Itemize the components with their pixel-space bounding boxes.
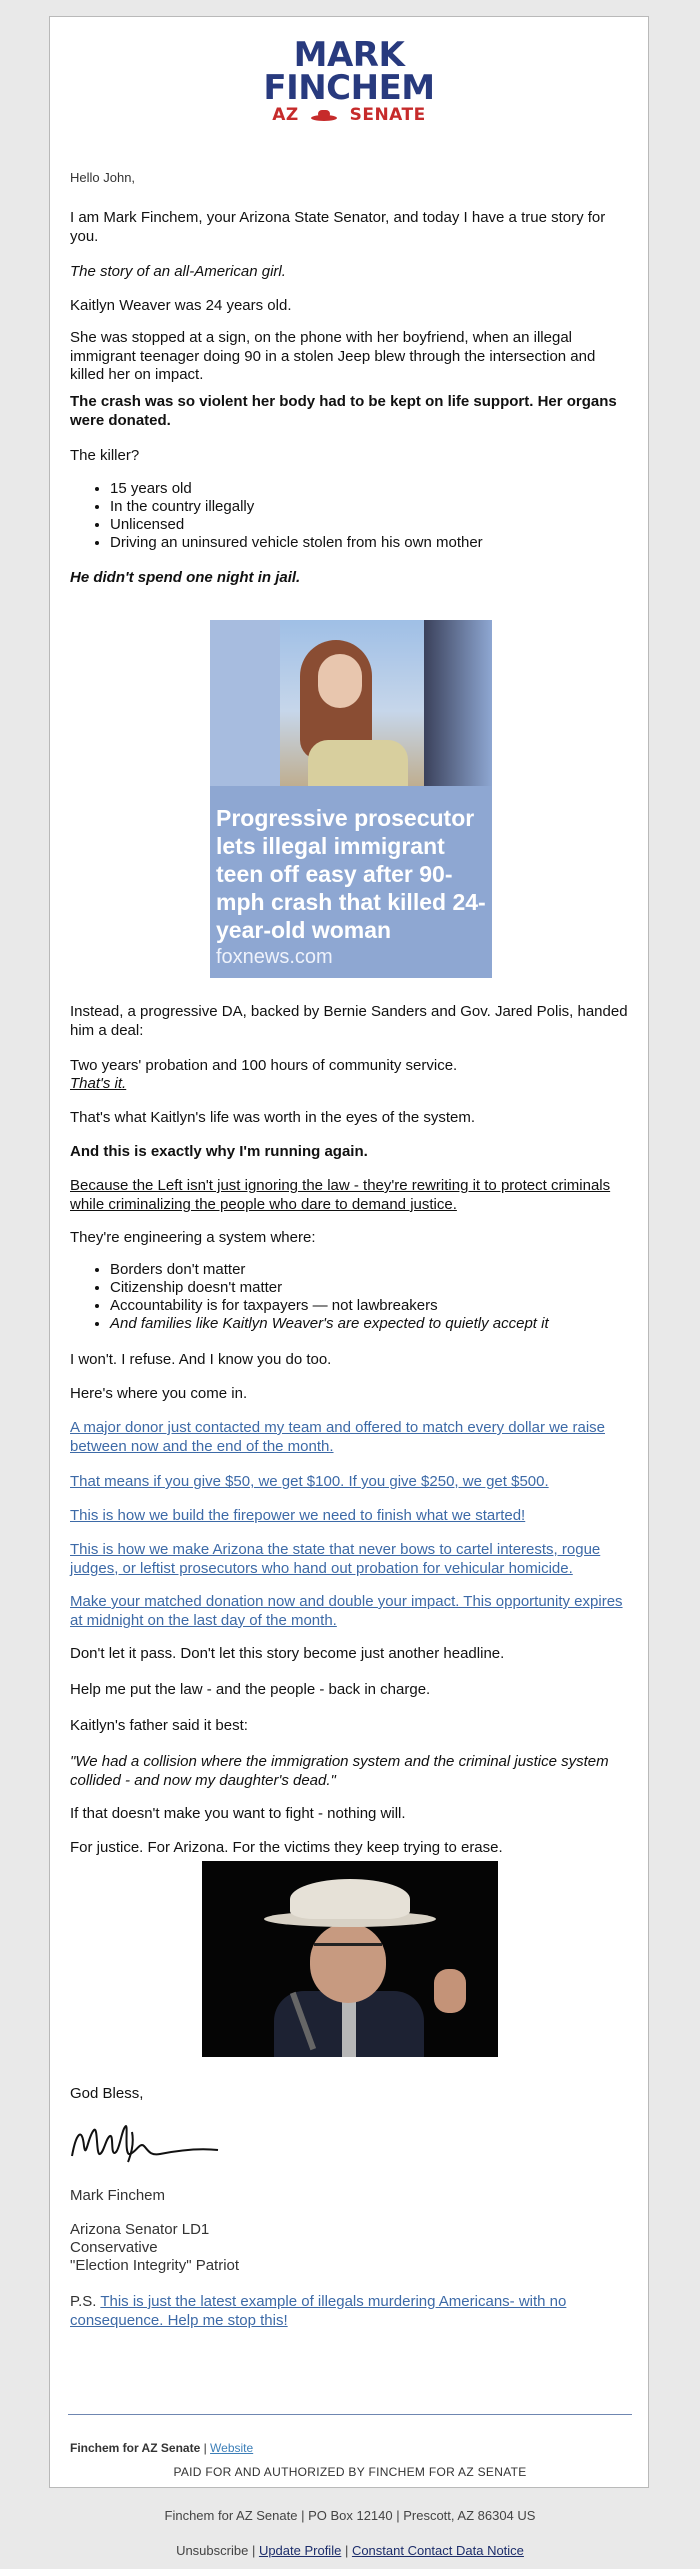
cowboy-hat-icon xyxy=(311,109,337,121)
conservative-title: Conservative xyxy=(70,2239,158,2256)
probation-paragraph: Two years' probation and 100 hours of community service. xyxy=(70,1057,458,1074)
fight-paragraph: If that doesn't make you want to fight - nothing will. xyxy=(70,1805,406,1822)
list-item: • Accountability is for taxpayers — not lawbreakers xyxy=(110,1297,630,1315)
ps-link[interactable]: This is just the latest example of illegals murdering Americans- with no consequence. Help me stop this! xyxy=(70,2293,567,2329)
cowboy-hat xyxy=(290,1879,410,1919)
dont-let-pass-paragraph: Don't let it pass. Don't let this story become just another headline. xyxy=(70,1645,505,1662)
violent-crash-paragraph: The crash was so violent her body had to be kept on life support. Her organs were donated. xyxy=(70,393,617,429)
killer-list xyxy=(110,480,630,552)
donor-match-link[interactable]: A major donor just contacted my team and offered to match every dollar we raise between now and the end of the month. xyxy=(70,1419,605,1455)
no-jail-paragraph: He didn't spend one night in jail. xyxy=(70,569,301,586)
data-notice-link[interactable]: Constant Contact Data Notice xyxy=(351,2543,524,2558)
left-paragraph: Because the Left isn't just ignoring the law - they're rewriting it to protect criminals while criminalizing the people who dare to demand justice. xyxy=(70,1177,611,1213)
list-item: • And families like Kaitlyn Weaver's are expected to quietly accept it xyxy=(110,1315,630,1333)
photo-panel-right xyxy=(424,620,492,786)
engineering-paragraph: They're engineering a system where: xyxy=(70,1229,316,1246)
website-link[interactable]: Website xyxy=(210,2441,254,2455)
unsubscribe-link[interactable]: Unsubscribe xyxy=(176,2543,249,2558)
campaign-logo xyxy=(50,17,648,125)
list-item: • Borders don't matter xyxy=(110,1261,630,1279)
firepower-link[interactable]: This is how we build the firepower we need to finish what we started! xyxy=(70,1507,526,1524)
paid-for-notice: PAID FOR AND AUTHORIZED BY FINCHEM FOR AZ SENATE xyxy=(173,2465,527,2479)
candidate-photo xyxy=(202,1861,498,2057)
intro-paragraph: I am Mark Finchem, your Arizona State Senator, and today I have a true story for you. xyxy=(70,209,606,245)
victim-shirt xyxy=(308,740,408,786)
list-item: • Driving an uninsured vehicle stolen from his own mother xyxy=(110,534,630,552)
news-article-image xyxy=(210,620,492,978)
raised-hand xyxy=(434,1969,466,2013)
come-in-paragraph: Here's where you come in. xyxy=(70,1385,248,1402)
footer-org: Finchem for AZ Senate xyxy=(70,2441,201,2455)
photo-panel-left xyxy=(210,620,280,786)
mailing-address: Finchem for AZ Senate | PO Box 12140 | Prescott, AZ 86304 US xyxy=(164,2508,536,2523)
worth-paragraph: That's what Kaitlyn's life was worth in the eyes of the system. xyxy=(70,1109,476,1126)
back-in-charge-paragraph: Help me put the law - and the people - back in charge. xyxy=(70,1681,431,1698)
face xyxy=(310,1923,386,2003)
ps-paragraph xyxy=(70,2293,630,2330)
logo-line-2: FINCHEM xyxy=(263,68,435,108)
age-paragraph: Kaitlyn Weaver was 24 years old. xyxy=(70,297,292,314)
email-footer-links xyxy=(0,2543,700,2558)
killer-question: The killer? xyxy=(70,447,140,464)
logo-line-3 xyxy=(50,105,648,125)
senator-title: Arizona Senator LD1 xyxy=(70,2221,210,2238)
news-headline: Progressive prosecutor lets illegal immigrant teen off easy after 90-mph crash that killed 24-year-old woman xyxy=(216,805,486,943)
story-subtitle: The story of an all-American girl. xyxy=(70,263,286,280)
greeting: Hello John, xyxy=(70,170,136,185)
patriot-title: "Election Integrity" Patriot xyxy=(70,2257,240,2274)
tie xyxy=(342,1995,356,2057)
logo-az: AZ xyxy=(272,105,299,125)
footer-org-line xyxy=(70,2441,253,2455)
news-source: foxnews.com xyxy=(216,946,333,968)
father-quote: "We had a collision where the immigration system and the criminal justice system collided - and now my daughter's dead." xyxy=(70,1753,609,1789)
update-profile-link[interactable]: Update Profile xyxy=(258,2543,342,2558)
footer-separator: | xyxy=(200,2441,211,2455)
thats-it: That's it. xyxy=(70,1075,127,1092)
deal-paragraph: Instead, a progressive DA, backed by Bernie Sanders and Gov. Jared Polis, handed him a deal: xyxy=(70,1003,628,1039)
signature-name: Mark Finchem xyxy=(70,2187,166,2204)
email-card xyxy=(49,16,649,2488)
ps-prefix: P.S. xyxy=(70,2293,101,2310)
handwritten-signature xyxy=(70,2116,220,2172)
give-amount-link[interactable]: That means if you give $50, we get $100. If you give $250, we get $500. xyxy=(70,1473,549,1490)
footer-divider xyxy=(68,2414,632,2415)
refuse-paragraph: I won't. I refuse. And I know you do too. xyxy=(70,1351,332,1368)
closing: God Bless, xyxy=(70,2085,144,2102)
for-justice-paragraph: For justice. For Arizona. For the victims they keep trying to erase. xyxy=(70,1839,503,1856)
link-separator: | xyxy=(341,2543,352,2558)
running-again-paragraph: And this is exactly why I'm running again. xyxy=(70,1143,368,1160)
list-item: • In the country illegally xyxy=(110,498,630,516)
glasses xyxy=(314,1943,382,1956)
crash-paragraph: She was stopped at a sign, on the phone with her boyfriend, when an illegal immigrant teenager doing 90 in a stolen Jeep blew through the intersection and killed her on impact. xyxy=(70,329,596,383)
list-item: • 15 years old xyxy=(110,480,630,498)
system-list xyxy=(110,1261,630,1333)
list-item: • Citizenship doesn't matter xyxy=(110,1279,630,1297)
list-item: • Unlicensed xyxy=(110,516,630,534)
father-said-paragraph: Kaitlyn's father said it best: xyxy=(70,1717,248,1734)
arizona-state-link[interactable]: This is how we make Arizona the state that never bows to cartel interests, rogue judges, or leftist prosecutors who hand out probation for vehicular homicide. xyxy=(70,1541,601,1577)
link-separator: | xyxy=(248,2543,259,2558)
logo-senate: SENATE xyxy=(349,105,426,125)
matched-donation-link[interactable]: Make your matched donation now and double your impact. This opportunity expires at midnight on the last day of the month. xyxy=(70,1593,623,1629)
logo-line-1: MARK xyxy=(293,35,405,75)
